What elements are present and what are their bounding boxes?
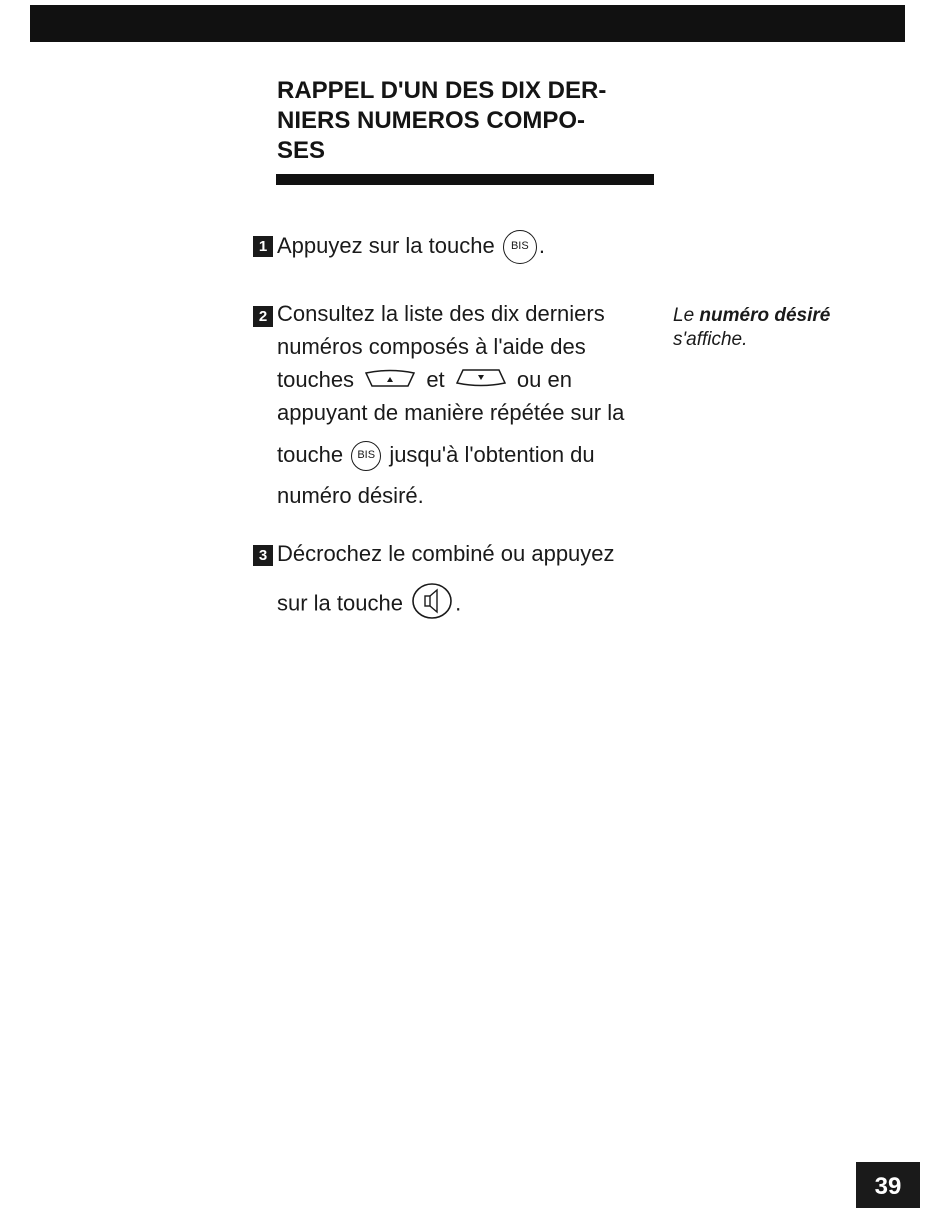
section-title — [277, 76, 657, 166]
step-3-badge: 3 — [253, 545, 273, 566]
step-3-line-2 — [277, 581, 461, 628]
step-2-badge: 2 — [253, 306, 273, 327]
step-1-badge: 1 — [253, 236, 273, 257]
bis-key-icon: BIS — [351, 441, 381, 471]
step-2-line-5 — [277, 441, 595, 471]
down-arrow-key-icon — [455, 367, 507, 395]
side-note-bold: numéro désiré — [699, 305, 831, 326]
step-3-line-1: Décrochez le combiné ou appuyez — [277, 541, 615, 566]
title-underline-rule — [276, 174, 654, 185]
title-line-3: SES — [277, 137, 326, 164]
speaker-key-icon — [410, 581, 454, 628]
step-2-ou-en-text: ou en — [516, 367, 572, 392]
step-2-line-6: numéro désiré. — [277, 483, 424, 508]
step-2-touches-text: touches — [277, 367, 355, 392]
step-2-line-4: appuyant de manière répétée sur la — [277, 400, 625, 425]
step-2-jusqua-text: jusqu'à l'obtention du — [389, 442, 595, 467]
step-2-line-2: numéros composés à l'aide des — [277, 334, 586, 359]
side-note-prefix: Le — [673, 305, 695, 326]
step-1-text: Appuyez sur la touche — [277, 232, 495, 258]
top-black-bar — [30, 5, 905, 42]
side-note-line-2: s'affiche. — [673, 329, 748, 350]
up-arrow-key-icon — [364, 367, 416, 395]
title-line-2: NIERS NUMEROS COMPO- — [277, 107, 586, 134]
page-number: 39 — [856, 1162, 920, 1208]
step-1-period: . — [538, 232, 545, 258]
side-note-line-1 — [673, 304, 830, 328]
title-line-1: RAPPEL D'UN DES DIX DER- — [277, 77, 607, 104]
step-2-line-3 — [277, 366, 572, 395]
step-2-line-1: Consultez la liste des dix derniers — [277, 301, 605, 326]
bis-key-icon: BIS — [503, 230, 537, 264]
side-note — [673, 304, 830, 352]
step-1-line — [277, 230, 545, 264]
step-3-text: sur la touche — [277, 590, 403, 616]
step-2-touche-text: touche — [277, 442, 344, 467]
step-3-period: . — [455, 590, 462, 616]
step-2-et-text: et — [426, 367, 445, 392]
